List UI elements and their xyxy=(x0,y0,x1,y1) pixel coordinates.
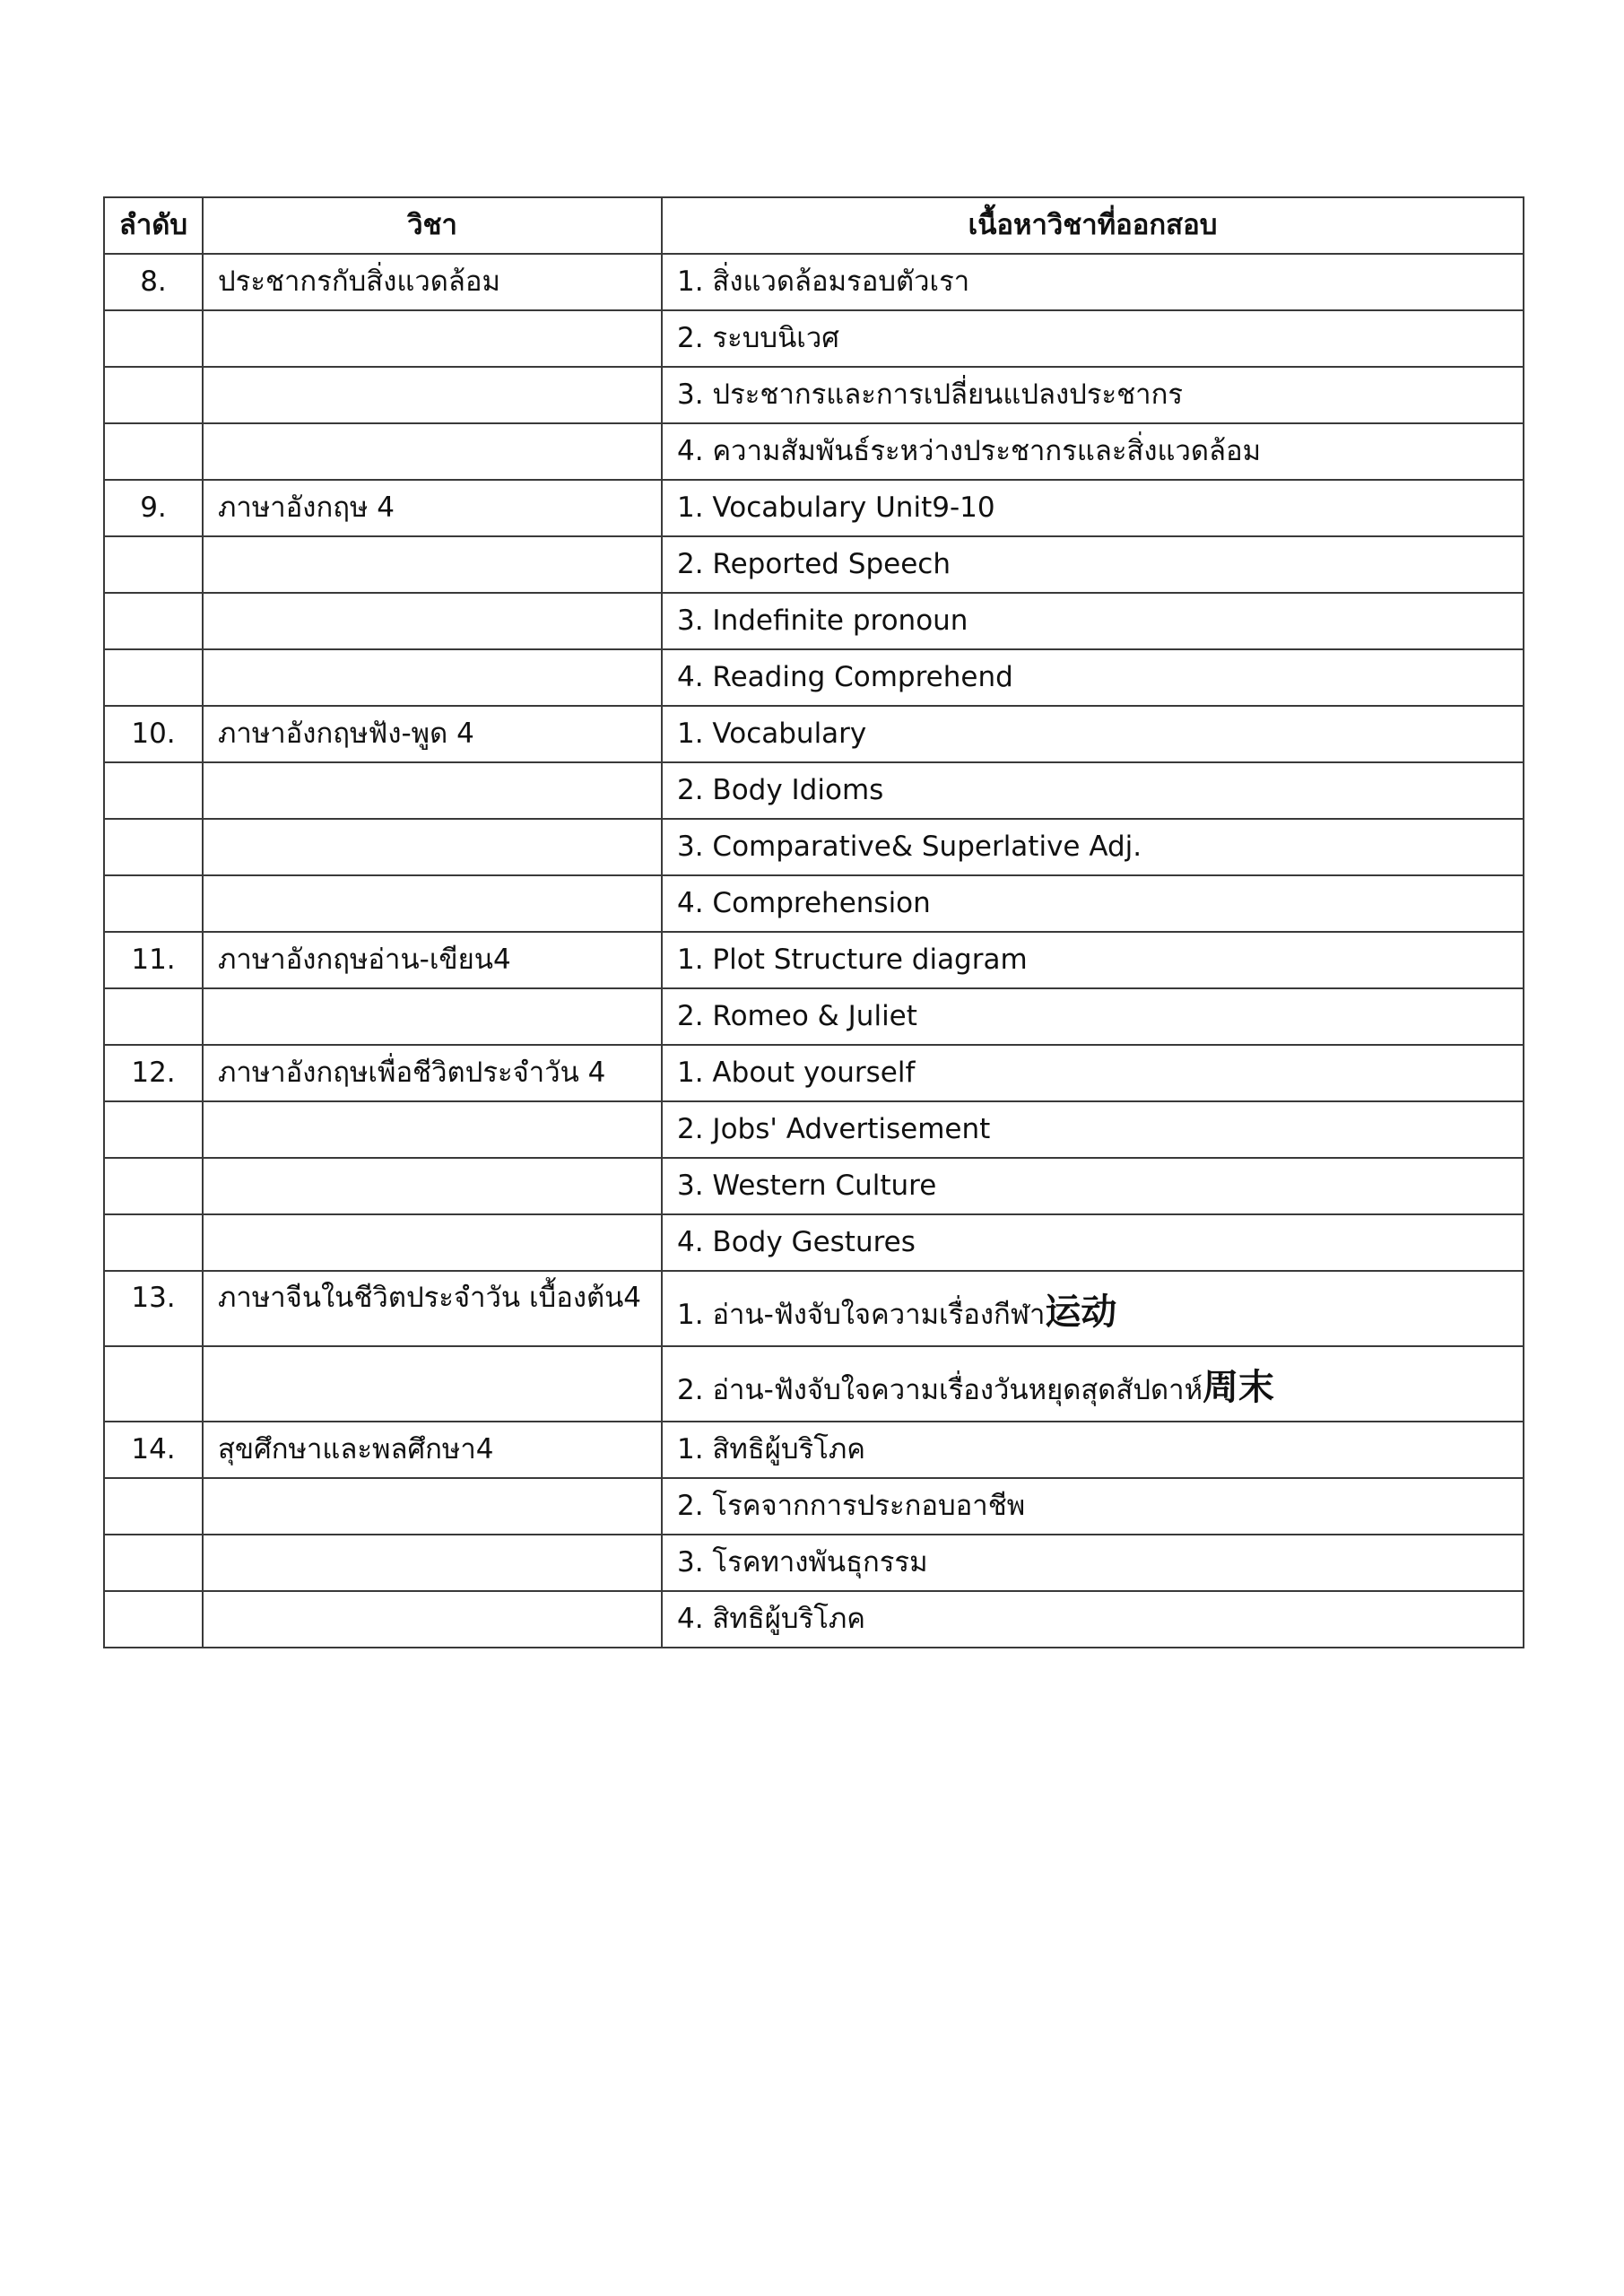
table-row xyxy=(104,1101,1524,1158)
row-topic: 1. About yourself xyxy=(677,1057,916,1090)
row-topic-cell xyxy=(662,254,1524,310)
table-row xyxy=(104,1214,1524,1271)
table-row xyxy=(104,706,1524,762)
table-row xyxy=(104,423,1524,480)
row-topic: 1. สิทธิผู้บริโภค xyxy=(677,1433,866,1466)
row-order-number xyxy=(104,819,203,875)
table-row xyxy=(104,593,1524,649)
table-row xyxy=(104,1591,1524,1648)
row-topic-cell xyxy=(662,1101,1524,1158)
table-row xyxy=(104,1045,1524,1101)
row-topic-cell xyxy=(662,423,1524,480)
row-subject xyxy=(203,423,662,480)
row-topic-cell xyxy=(662,706,1524,762)
row-subject: ภาษาอังกฤษ 4 xyxy=(203,480,662,536)
row-order-number xyxy=(104,1478,203,1535)
row-topic: 2. Body Idioms xyxy=(677,774,884,807)
row-topic-chinese: 周末 xyxy=(1203,1367,1275,1408)
row-subject: ภาษาอังกฤษเพื่อชีวิตประจำวัน 4 xyxy=(203,1045,662,1101)
row-order-number: 12. xyxy=(104,1045,203,1101)
row-order-number xyxy=(104,536,203,593)
row-subject xyxy=(203,367,662,423)
table-row xyxy=(104,254,1524,310)
row-topic-cell xyxy=(662,932,1524,988)
table-row xyxy=(104,367,1524,423)
row-subject xyxy=(203,1158,662,1214)
row-order-number xyxy=(104,593,203,649)
row-subject xyxy=(203,1346,662,1422)
header-order: ลำดับ xyxy=(104,197,203,254)
row-topic-cell xyxy=(662,875,1524,932)
row-order-number: 10. xyxy=(104,706,203,762)
row-topic-cell xyxy=(662,1158,1524,1214)
row-order-number xyxy=(104,1535,203,1591)
row-topic-cell xyxy=(662,367,1524,423)
row-order-number xyxy=(104,762,203,819)
row-order-number xyxy=(104,310,203,367)
table-row xyxy=(104,988,1524,1045)
row-topic: 1. Vocabulary Unit9-10 xyxy=(677,491,995,525)
row-topic-cell xyxy=(662,649,1524,706)
header-content: เนื้อหาวิชาที่ออกสอบ xyxy=(662,197,1524,254)
table-row xyxy=(104,1158,1524,1214)
row-subject: ประชากรกับสิ่งแวดล้อม xyxy=(203,254,662,310)
row-topic: 3. ประชากรและการเปลี่ยนแปลงประชากร xyxy=(677,378,1183,412)
row-topic: 4. สิทธิผู้บริโภค xyxy=(677,1603,866,1636)
row-order-number xyxy=(104,649,203,706)
table-row xyxy=(104,1271,1524,1346)
row-topic-cell xyxy=(662,1422,1524,1478)
row-topic: 2. โรคจากการประกอบอาชีพ xyxy=(677,1490,1026,1523)
row-topic-cell xyxy=(662,1591,1524,1648)
row-subject xyxy=(203,762,662,819)
row-topic: 1. อ่าน-ฟังจับใจความเรื่องกีฬา xyxy=(677,1299,1046,1331)
row-order-number: 8. xyxy=(104,254,203,310)
exam-topics-table xyxy=(103,196,1524,1648)
row-topic: 1. สิ่งแวดล้อมรอบตัวเรา xyxy=(677,265,970,299)
row-topic-cell xyxy=(662,1271,1524,1346)
table-row xyxy=(104,932,1524,988)
table-row xyxy=(104,536,1524,593)
table-row xyxy=(104,1422,1524,1478)
row-topic: 2. Jobs' Advertisement xyxy=(677,1113,991,1146)
row-order-number xyxy=(104,1214,203,1271)
row-order-number: 11. xyxy=(104,932,203,988)
row-topic-cell xyxy=(662,1214,1524,1271)
row-topic-cell xyxy=(662,536,1524,593)
row-order-number xyxy=(104,988,203,1045)
row-topic: 2. อ่าน-ฟังจับใจความเรื่องวันหยุดสุดสัปดาห์ xyxy=(677,1374,1203,1406)
row-topic-cell xyxy=(662,1535,1524,1591)
row-topic-cell xyxy=(662,819,1524,875)
row-order-number xyxy=(104,875,203,932)
row-order-number xyxy=(104,1591,203,1648)
row-topic: 4. Comprehension xyxy=(677,887,931,920)
row-topic-cell xyxy=(662,988,1524,1045)
row-topic-cell xyxy=(662,1346,1524,1422)
row-topic: 2. Romeo & Juliet xyxy=(677,1000,917,1033)
row-subject xyxy=(203,1535,662,1591)
row-topic: 1. Plot Structure diagram xyxy=(677,944,1028,977)
table-row xyxy=(104,310,1524,367)
row-subject xyxy=(203,819,662,875)
row-topic-cell xyxy=(662,1045,1524,1101)
row-order-number xyxy=(104,1101,203,1158)
row-subject: ภาษาอังกฤษฟัง-พูด 4 xyxy=(203,706,662,762)
row-topic: 2. Reported Speech xyxy=(677,548,951,581)
row-topic-cell xyxy=(662,762,1524,819)
row-subject xyxy=(203,875,662,932)
row-order-number: 9. xyxy=(104,480,203,536)
row-topic: 4. ความสัมพันธ์ระหว่างประชากรและสิ่งแวดล้อม xyxy=(677,435,1262,468)
header-subject: วิชา xyxy=(203,197,662,254)
row-subject: ภาษาจีนในชีวิตประจำวัน เบื้องต้น4 xyxy=(203,1271,662,1346)
table-row xyxy=(104,1535,1524,1591)
row-subject xyxy=(203,1101,662,1158)
table-row xyxy=(104,819,1524,875)
row-order-number xyxy=(104,1158,203,1214)
table-row xyxy=(104,480,1524,536)
table-row xyxy=(104,1346,1524,1422)
row-topic-cell xyxy=(662,480,1524,536)
row-topic-cell xyxy=(662,1478,1524,1535)
row-topic: 3. Western Culture xyxy=(677,1170,937,1203)
row-topic: 1. Vocabulary xyxy=(677,718,867,751)
row-subject xyxy=(203,1591,662,1648)
row-topic-cell xyxy=(662,593,1524,649)
row-subject: สุขศึกษาและพลศึกษา4 xyxy=(203,1422,662,1478)
row-subject xyxy=(203,649,662,706)
row-order-number: 14. xyxy=(104,1422,203,1478)
row-subject xyxy=(203,593,662,649)
row-subject xyxy=(203,1214,662,1271)
table-row xyxy=(104,875,1524,932)
row-topic-cell xyxy=(662,310,1524,367)
row-topic: 2. ระบบนิเวศ xyxy=(677,322,839,355)
row-subject xyxy=(203,536,662,593)
row-order-number xyxy=(104,1346,203,1422)
table-header-row xyxy=(104,197,1524,254)
row-order-number xyxy=(104,423,203,480)
row-topic: 3. Indefinite pronoun xyxy=(677,604,968,638)
row-subject xyxy=(203,310,662,367)
table-body xyxy=(104,254,1524,1648)
row-topic: 4. Body Gestures xyxy=(677,1226,916,1259)
row-topic: 3. Comparative& Superlative Adj. xyxy=(677,831,1142,864)
table-row xyxy=(104,762,1524,819)
table-row xyxy=(104,649,1524,706)
row-subject xyxy=(203,1478,662,1535)
row-order-number: 13. xyxy=(104,1271,203,1346)
row-order-number xyxy=(104,367,203,423)
row-subject: ภาษาอังกฤษอ่าน-เขียน4 xyxy=(203,932,662,988)
row-topic: 3. โรคทางพันธุกรรม xyxy=(677,1546,928,1579)
row-topic-chinese: 运动 xyxy=(1045,1292,1117,1333)
row-subject xyxy=(203,988,662,1045)
row-topic: 4. Reading Comprehend xyxy=(677,661,1013,694)
table-row xyxy=(104,1478,1524,1535)
